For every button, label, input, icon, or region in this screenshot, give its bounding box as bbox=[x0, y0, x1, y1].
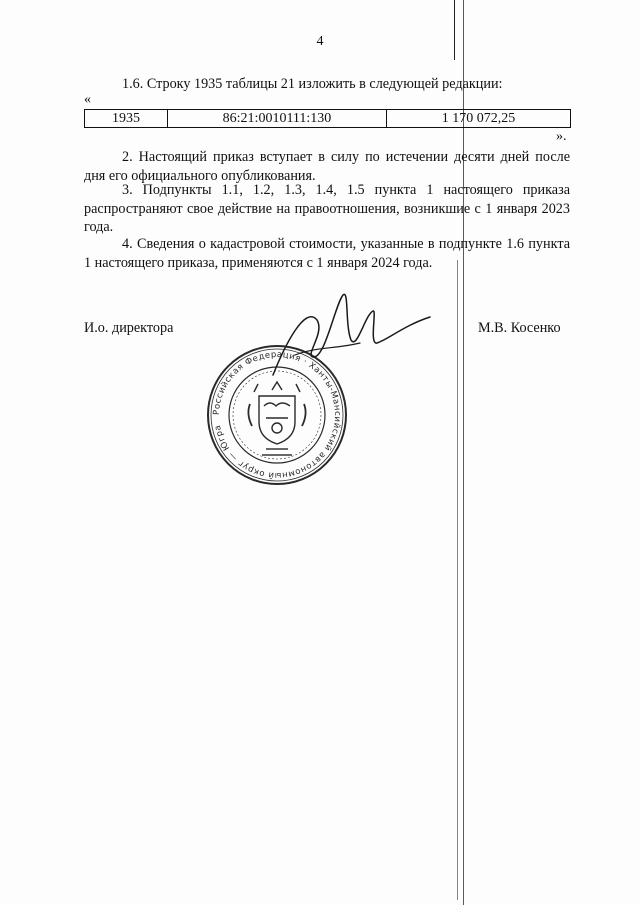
item-2: 2. Настоящий приказ вступает в силу по истечении десяти дней после дня его официального опубликования. bbox=[84, 149, 570, 184]
item-4: 4. Сведения о кадастровой стоимости, указанные в подпункте 1.6 пункта 1 настоящего приказа, применяются с 1 января 2024 года. bbox=[84, 236, 570, 271]
seal-outer-text: Российская Федерация · Ханты-Мансийский автономный округ — Югра bbox=[211, 349, 343, 481]
quote-open: « bbox=[84, 92, 91, 107]
amendment-table bbox=[84, 109, 571, 128]
table-cell-number: 1935 bbox=[85, 110, 168, 128]
coat-of-arms-icon bbox=[248, 382, 305, 444]
page-number: 4 bbox=[316, 34, 324, 49]
quote-close: ». bbox=[556, 129, 567, 144]
table-row bbox=[85, 110, 571, 128]
scan-artifact-line bbox=[457, 260, 458, 900]
scan-artifact-line bbox=[454, 0, 455, 60]
table-cell-cadastral-number: 86:21:0010111:130 bbox=[168, 110, 387, 128]
item-1-6: 1.6. Строку 1935 таблицы 21 изложить в следующей редакции: bbox=[122, 76, 503, 92]
item-3: 3. Подпункты 1.1, 1.2, 1.3, 1.4, 1.5 пункта 1 настоящего приказа распространяют свое действие на правоотношения, возникшие с 1 января 2023 года. bbox=[84, 182, 570, 235]
handwritten-signature-icon bbox=[265, 285, 435, 385]
table-cell-value: 1 170 072,25 bbox=[387, 110, 571, 128]
signatory-name: М.В. Косенко bbox=[478, 320, 561, 336]
signatory-title: И.о. директора bbox=[84, 320, 174, 336]
scan-artifact-line bbox=[463, 0, 464, 905]
